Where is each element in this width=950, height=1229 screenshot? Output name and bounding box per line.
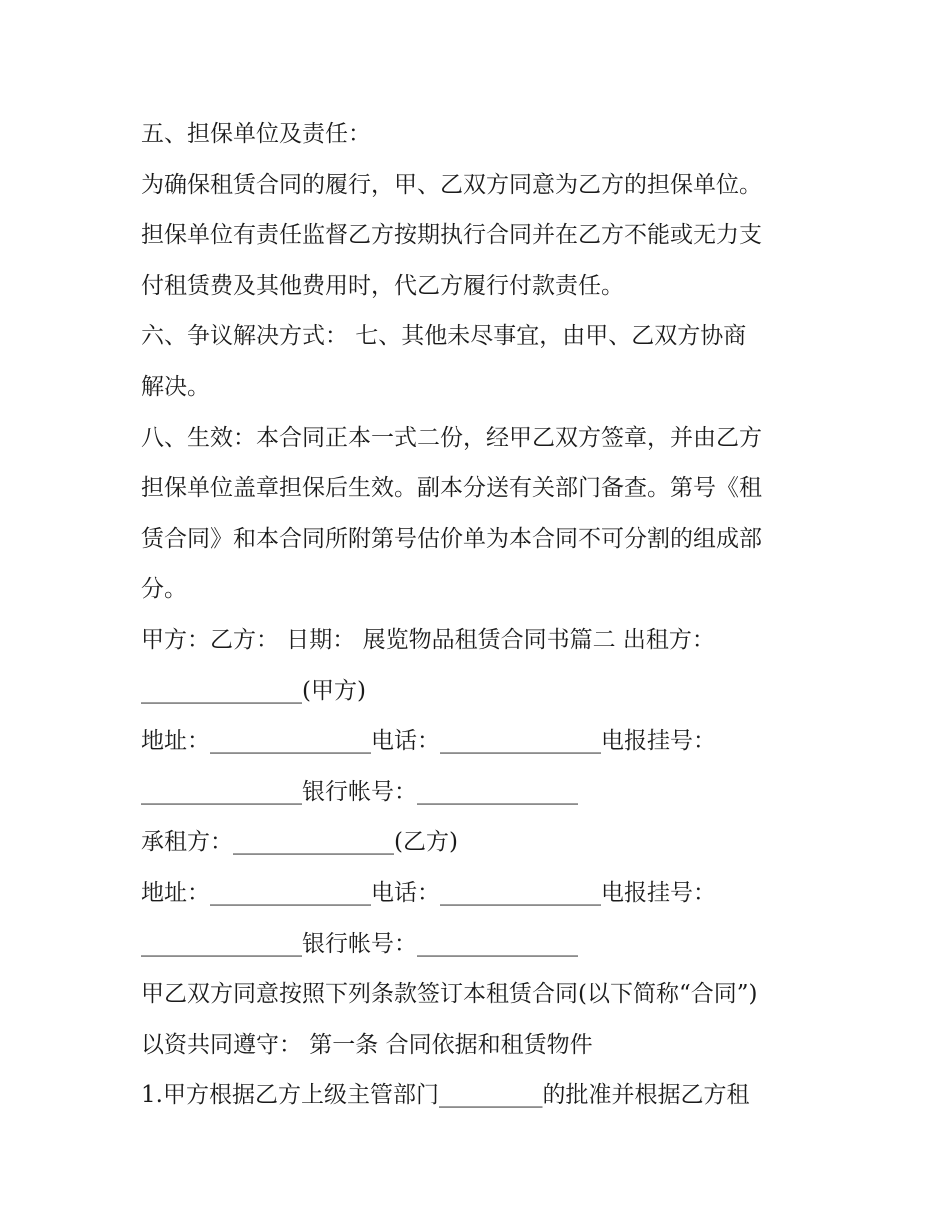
section-heading-effect: 八、生效：本合同正本一式二份，经甲乙双方签章，并由乙方 xyxy=(141,424,762,451)
text-line: 担保单位有责任监督乙方按期执行合同并在乙方不能或无力支 xyxy=(141,222,762,249)
agreement-line: 甲乙双方同意按照下列条款签订本租赁合同(以下简称“合同”) xyxy=(141,981,758,1008)
text-line: 付租赁费及其他费用时，代乙方履行付款责任。 xyxy=(141,272,624,299)
text-line: 担保单位盖章担保后生效。副本分送有关部门备查。第号《租 xyxy=(141,475,762,502)
lessee-line: 承租方：______________(乙方) xyxy=(141,829,458,856)
text-line: 分。 xyxy=(141,576,187,603)
section-heading-dispute: 六、争议解决方式： 七、其他未尽事宜，由甲、乙双方协商 xyxy=(141,323,747,350)
clause-line: 1.甲方根据乙方上级主管部门_________的批准并根据乙方租 xyxy=(141,1082,750,1109)
text-line: 解决。 xyxy=(141,373,210,400)
section-heading-guarantor: 五、担保单位及责任： xyxy=(141,121,371,147)
lessee-address-line: 地址：______________电话：______________电报挂号： xyxy=(141,879,716,906)
lessor-blank-line: ______________(甲方) xyxy=(141,677,366,704)
text-line: 赁合同》和本合同所附第号估价单为本合同不可分割的组成部 xyxy=(141,525,762,552)
lessor-bank-line: ______________银行帐号：______________ xyxy=(141,778,578,805)
document-body xyxy=(141,109,821,1121)
lessee-bank-line: ______________银行帐号：______________ xyxy=(141,930,578,957)
lessor-address-line: 地址：______________电话：______________电报挂号： xyxy=(141,728,716,755)
signature-line: 甲方：乙方： 日期： 展览物品租赁合同书篇二 出租方： xyxy=(141,626,715,653)
text-line: 为确保租赁合同的履行，甲、乙双方同意为乙方的担保单位。 xyxy=(141,171,762,198)
article-one-heading: 以资共同遵守： 第一条 合同依据和租赁物件 xyxy=(141,1031,593,1058)
